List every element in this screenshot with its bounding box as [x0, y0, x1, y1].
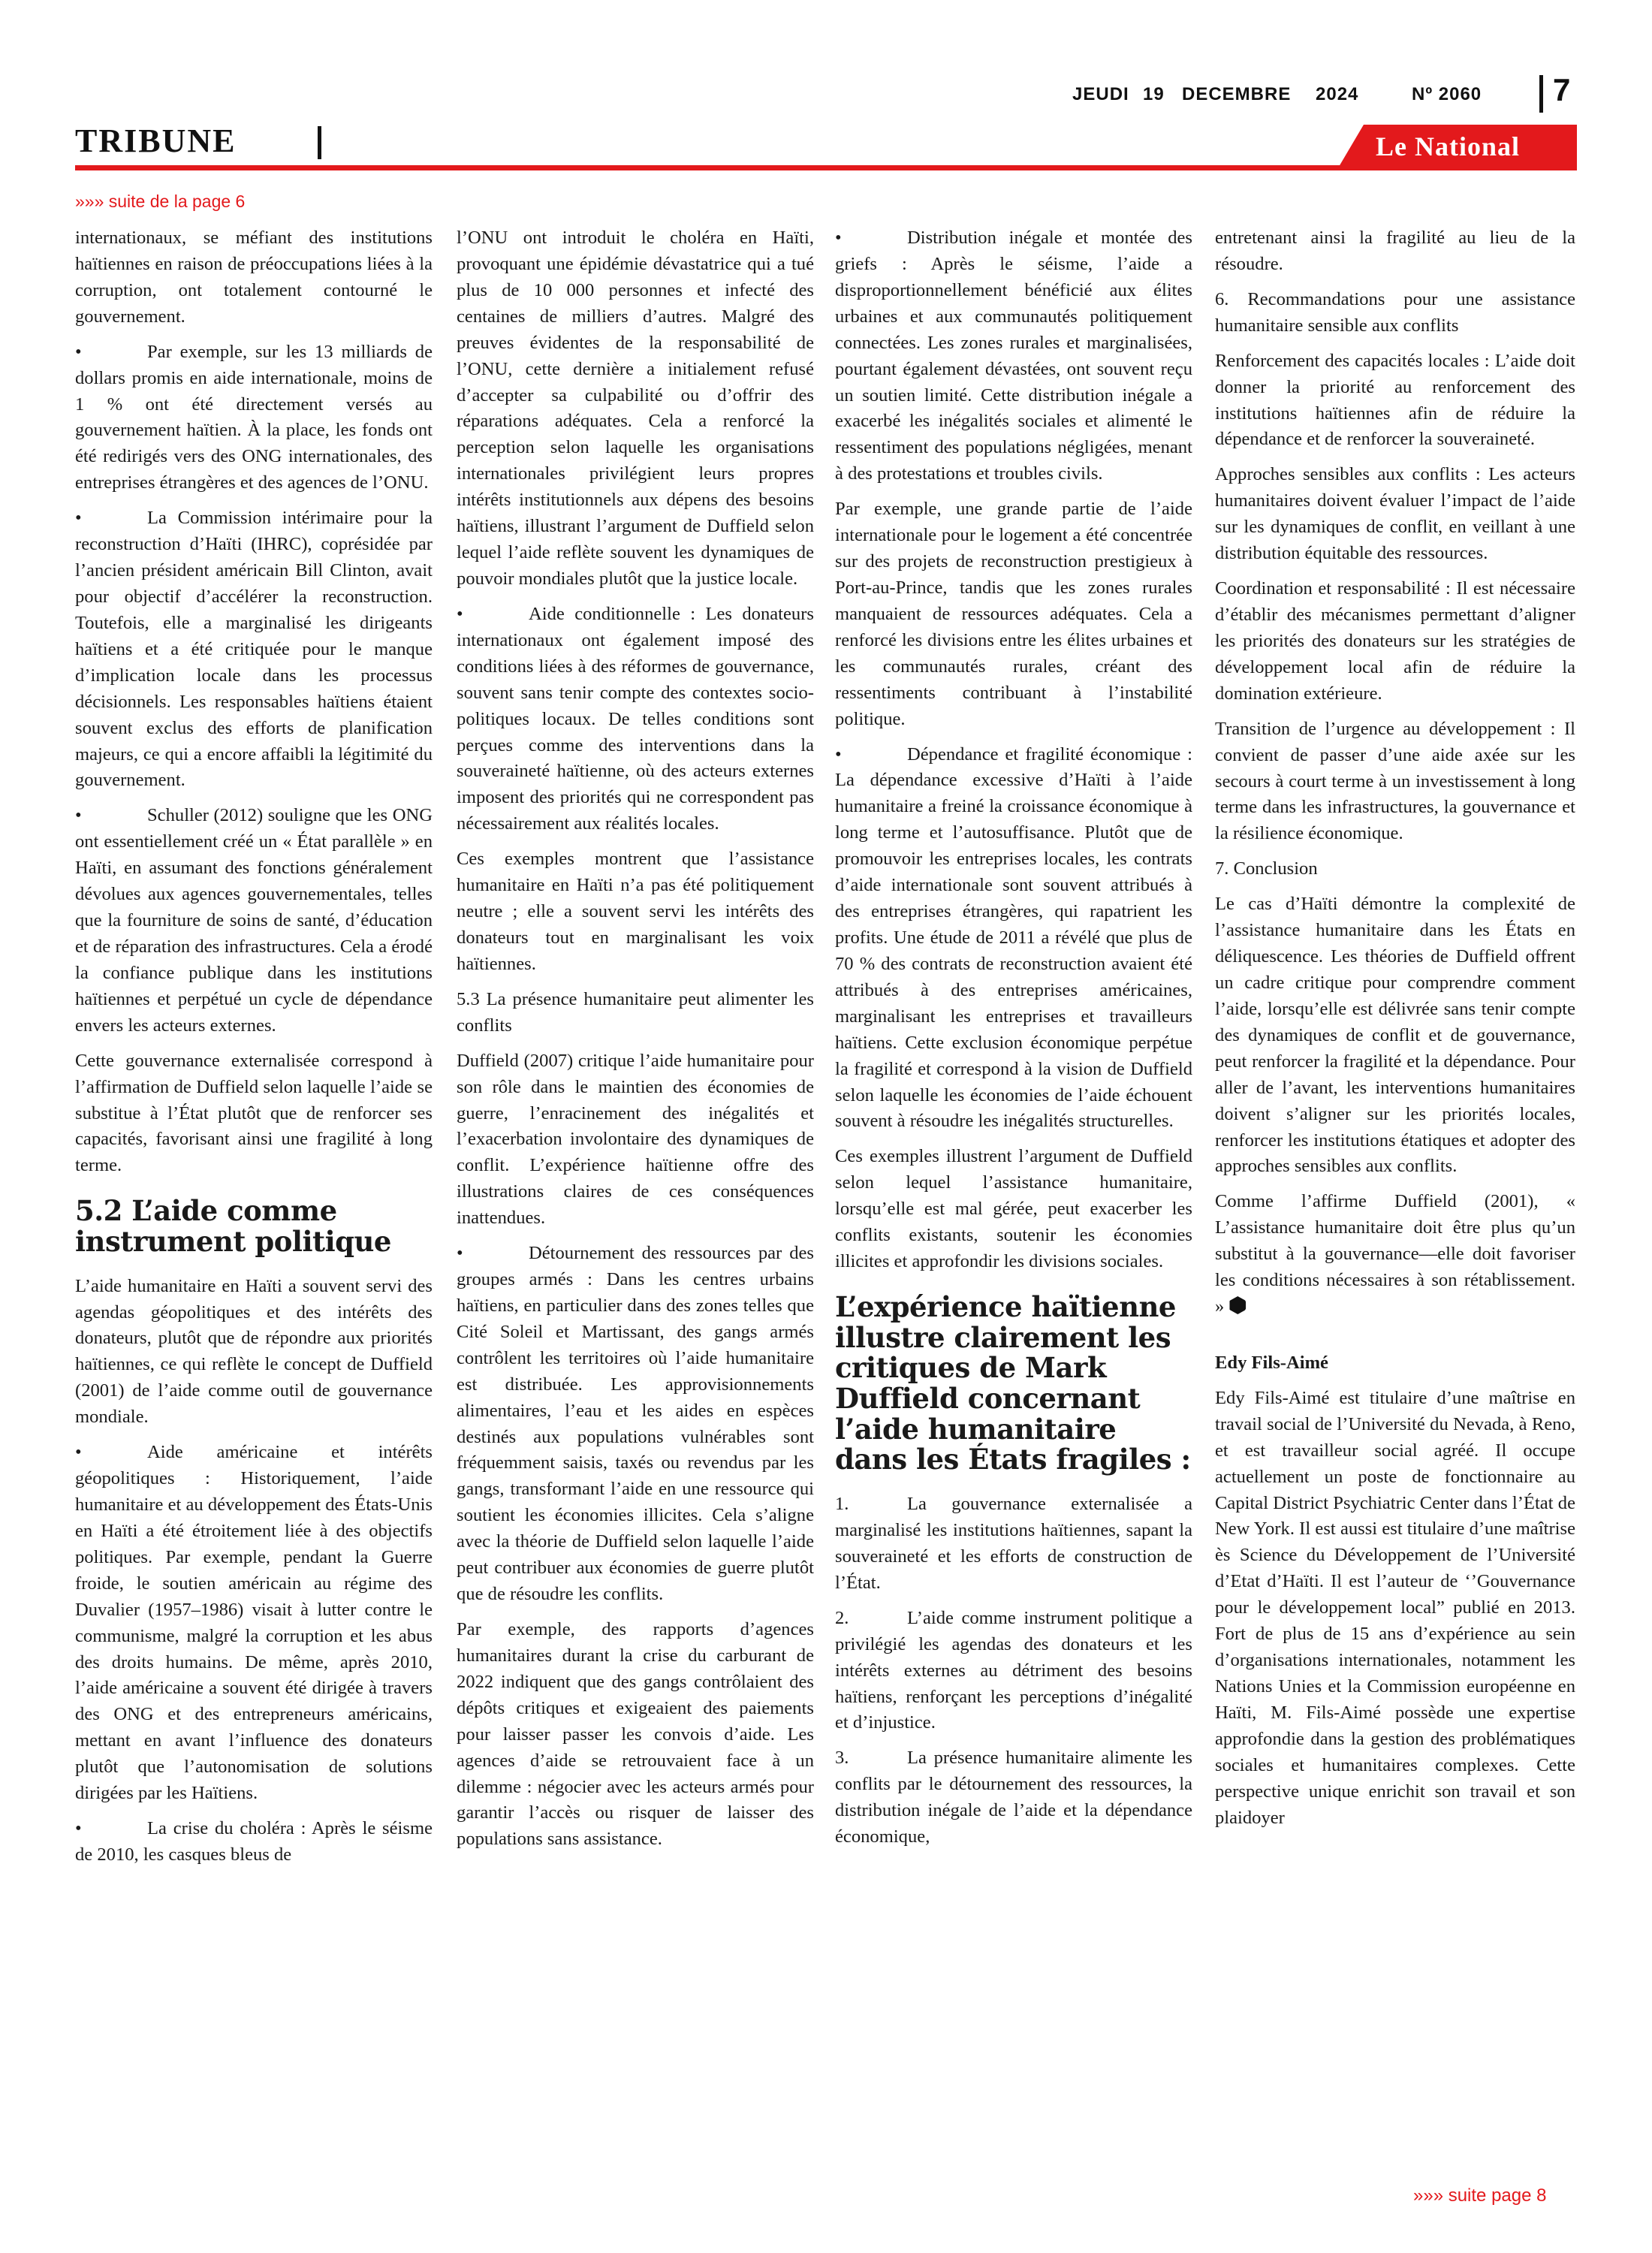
date-year: 2024: [1316, 84, 1359, 104]
paragraph: Cette gouvernance externalisée correspond à l’affirmation de Duffield selon laquelle l’aide se substitue à l’État plutôt que de renforcer ses capacités, favorisant ainsi une fragilité à long terme.: [75, 1050, 433, 1176]
bullet-text: Aide américaine et intérêts géopolitiques : Historiquement, l’aide humanitaire et au développement des États-Unis en Haïti a été étroitement liée à des objectifs politiques. Par exemple, pendant la Guerre froide, le soutien américain au régime des Duvalier (1957–1986) visait à lutter contre le communisme, malgré la corruption et les abus des droits humains. De même, après 2010, l’aide américaine a souvent été dirigée à travers des ONG et des entrepreneurs américains, mettant en avant l’influence des donateurs plutôt que l’autonomisation de solutions dirigées par les Haïtiens.: [75, 1442, 433, 1804]
author-bio: Edy Fils-Aimé est titulaire d’une maîtrise en travail social de l’Université du Nevada, à Reno, et est travailleur social agréé. Il occupe actuellement un poste de fonctionnaire au Capital District Psychiatric Center dans l’État de New York. Il est aussi est titulaire d’une maîtrise ès Science du Développement de l’Université d’Etat d’Haïti. Il est l’auteur de ‘’Gouvernance pour le développement local” publié en 2013. Fort de plus de 15 ans d’expérience au sein d’organisations internationales, notamment les Nations Unies et la Commission européenne en Haïti, M. Fils-Aimé possède une expertise approfondie dans la gestion des problématiques sociales et humanitaires complexes. Cette perspective unique enrichit son travail et son plaidoyer: [1215, 1387, 1575, 1828]
quote-text: Comme l’affirme Duffield (2001), « L’assistance humanitaire doit être plus qu’un substitut à la gouvernance—elle doit favoriser les conditions nécessaires à son rétablissement. »: [1215, 1191, 1575, 1317]
bullet-item: [75, 339, 433, 497]
paragraph: Ces exemples montrent que l’assistance humanitaire en Haïti n’a pas été politiquement neutre ; elle a souvent servi les intérêts des donateurs tout en marginalisant les voix haïtiennes.: [457, 849, 814, 974]
paragraph: l’ONU ont introduit le choléra en Haïti, provoquant une épidémie dévastatrice qui a tué plus de 10 000 personnes et infecté des centaines de milliers d’autres. Malgré des preuves évidentes de la responsabilité de l’ONU, cette dernière a initialement refusé d’accepter sa culpabilité ou d’offrir des réparations adéquates. Cela a renforcé la perception selon laquelle les organisations internationales privilégient leurs propres intérêts institutionnels aux dépens des besoins haïtiens, illustrant l’argument de Duffield selon lequel l’aide reflète souvent les dynamiques de pouvoir mondiales plutôt que la justice locale.: [457, 228, 814, 589]
bullet-item: [835, 742, 1192, 1136]
paragraph: Le cas d’Haïti démontre la complexité de l’assistance humanitaire dans les États en déliquescence. Les théories de Duffield offrent un cadre critique pour comprendre comment l’aide, lorsqu’elle est délivrée sans tenir compte des dynamiques de conflit et de gouvernance, peut renforcer la fragilité et la dépendance. Pour aller de l’avant, les interventions humanitaires doivent s’aligner sur les priorités locales, renforcer les institutions étatiques et adopter des approches sensibles aux conflits.: [1215, 894, 1575, 1177]
end-of-article-icon: [1228, 1296, 1247, 1314]
bullet-text: Dépendance et fragilité économique : La dépendance excessive d’Haïti à l’aide humanitaire a freiné la croissance économique à long terme et l’autosuffisance. Plutôt que de promouvoir les entreprises locales, les contrats d’aide internationale sont souvent attribués à des entreprises étrangères, qui rapatrient les profits. Une étude de 2011 a révélé que plus de 70 % des contrats de reconstruction avaient été attribués à des entreprises américaines, marginalisant les entreprises et travailleurs haïtiens. Cette exclusion économique perpétue la fragilité et correspond à la vision de Duffield selon laquelle les économies de l’aide échouent souvent à résoudre les inégalités structurelles.: [835, 743, 1192, 1132]
article-column-3: [835, 225, 1192, 2208]
section-heading: 5.2 L’aide comme instrument politique: [75, 1194, 391, 1258]
subsection-heading: 5.3 La présence humanitaire peut alimenter les conflits: [457, 988, 814, 1036]
bullet-item: [457, 1241, 814, 1608]
subsection-heading: 7. Conclusion: [1215, 858, 1318, 879]
numbered-item: [835, 1606, 1192, 1737]
item-number: 1.: [835, 1494, 849, 1515]
bullet-item: [75, 505, 433, 794]
issue-number: Nº 2060: [1412, 84, 1482, 104]
paragraph: Renforcement des capacités locales : L’aide doit donner la priorité au renforcement des institutions haïtiennes afin de réduire la dépendance et de renforcer la souveraineté.: [1215, 350, 1575, 450]
paragraph: Transition de l’urgence au développement : Il convient de passer d’une aide axée sur les secours à court terme à un investissement à long terme dans les infrastructures, la gouvernance et la résilience économique.: [1215, 718, 1575, 844]
closing-quote: [1215, 1189, 1575, 1320]
page-number: 7: [1553, 72, 1571, 107]
paragraph: Duffield (2007) critique l’aide humanitaire pour son rôle dans le maintien des économies de guerre, l’enracinement des inégalités et l’exacerbation involontaire des dynamiques de conflit. L’expérience haïtienne offre des illustrations claires de ces conséquences inattendues.: [457, 1050, 814, 1229]
section-title: TRIBUNE: [75, 122, 237, 159]
subsection-heading: 6. Recommandations pour une assistance humanitaire sensible aux conflits: [1215, 288, 1575, 336]
bullet-text: Distribution inégale et montée des griefs : Après le séisme, l’aide a disproportionnellement bénéficié aux élites urbaines et aux communautés politiquement connectées. Les zones rurales et marginalisées, pourtant également dévastées, ont souvent reçu un soutien limité. Cette distribution inégale a exacerbé les inégalités sociales et alimenté le ressentiment des populations négligées, menant à des protestations et troubles civils.: [835, 228, 1192, 484]
bullet-item: [75, 803, 433, 1039]
date-number: 19: [1143, 84, 1165, 104]
article-column-4: [1215, 225, 1575, 2208]
item-number: 2.: [835, 1607, 849, 1628]
page-header: [0, 0, 1652, 113]
numbered-item: [835, 1491, 1192, 1597]
bullet-marker: •: [835, 743, 842, 765]
bullet-marker: •: [75, 508, 82, 529]
continued-from-link[interactable]: »»» suite de la page 6: [75, 192, 246, 211]
continued-to-link[interactable]: »»» suite page 8: [1413, 2185, 1547, 2206]
paragraph: entretenant ainsi la fragilité au lieu de la résoudre.: [1215, 228, 1575, 274]
bullet-marker: •: [75, 805, 82, 826]
masthead-logo: Le National: [1376, 131, 1521, 161]
bullet-text: La crise du choléra : Après le séisme de 2010, les casques bleus de: [75, 1818, 433, 1865]
item-text: La gouvernance externalisée a marginalisé les institutions haïtiennes, sapant la souveraineté et les efforts de construction de l’État.: [835, 1494, 1192, 1593]
bullet-marker: •: [835, 228, 842, 248]
author-name: Edy Fils-Aimé: [1215, 1352, 1328, 1373]
bullet-text: La Commission intérimaire pour la reconstruction d’Haïti (IHRC), coprésidée par l’ancien président américain Bill Clinton, avait pour objectif d’accélérer la reconstruction. Toutefois, elle a marginalisé les dirigeants haïtiens et a été critiquée pour le manque d’implication locale dans les processus décisionnels. Les responsables haïtiens étaient souvent exclus des efforts de planification majeurs, ce qui a encore affaibli la légitimité du gouvernement.: [75, 508, 433, 791]
article-column-1: [75, 225, 433, 2208]
article-column-2: [457, 225, 814, 2208]
bullet-text: Par exemple, sur les 13 milliards de dollars promis en aide internationale, moins de 1 % ont été directement versés au gouvernement haïtien. À la place, les fonds ont été redirigés vers des ONG internationales, des entreprises étrangères et des agences de l’ONU.: [75, 341, 433, 493]
date-month: DECEMBRE: [1182, 84, 1292, 104]
item-text: L’aide comme instrument politique a privilégié les agendas des donateurs et les intérêts externes au détriment des besoins haïtiens, renforçant les perceptions d’inégalité et d’injustice.: [835, 1607, 1192, 1733]
paragraph: Par exemple, des rapports d’agences humanitaires durant la crise du carburant de 2022 indiquent que des gangs contrôlaient des dépôts critiques et exigeaient des paiements pour laisser passer les convois d’aide. Les agences d’aide se retrouvaient face à un dilemme : négocier avec les acteurs armés pour garantir l’accès ou risquer de laisser des populations sans assistance.: [457, 1619, 814, 1850]
paragraph: Approches sensibles aux conflits : Les acteurs humanitaires doivent évaluer l’impact de l’aide sur les dynamiques de conflit, en veillant à une distribution équitable des ressources.: [1215, 464, 1575, 564]
numbered-item: [835, 1745, 1192, 1850]
section-title-divider: [318, 126, 321, 159]
paragraph: internationaux, se méfiant des institutions haïtiennes en raison de préoccupations liées à la corruption, ont totalement contourné le gouvernement.: [75, 228, 433, 327]
paragraph: Par exemple, une grande partie de l’aide internationale pour le logement a été concentrée sur des projets de reconstruction prestigieux à Port-au-Prince, tandis que les zones rurales manquaient de ressources adéquates. Cela a renforcé les divisions entre les élites urbaines et les communautés rurales, créant des ressentiments contribuant à l’instabilité politique.: [835, 499, 1192, 729]
bullet-text: Aide conditionnelle : Les donateurs internationaux ont également imposé des conditions liées à des réformes de gouvernance, souvent sans tenir compte des contextes socio-politiques locaux. De telles conditions sont perçues comme des interventions dans la souveraineté haïtienne, où des acteurs externes imposent des priorités qui ne correspondent pas nécessairement aux réalités locales.: [457, 603, 814, 834]
section-heading: L’expérience haïtienne illustre clairement les critiques de Mark Duffield concernant l’aide humanitaire dans les États fragiles :: [835, 1289, 1191, 1476]
bullet-marker: •: [75, 1442, 82, 1463]
bullet-item: [457, 602, 814, 837]
item-text: La présence humanitaire alimente les conflits par le détournement des ressources, la distribution inégale de l’aide et la dépendance économique,: [835, 1748, 1192, 1847]
bullet-marker: •: [75, 341, 82, 362]
page-number-divider: [1539, 75, 1543, 113]
paragraph: Coordination et responsabilité : Il est nécessaire d’établir des mécanismes permettant d’aligner les priorités des donateurs sur les stratégies de développement local afin de réduire la domination extérieure.: [1215, 578, 1575, 704]
bullet-text: Schuller (2012) souligne que les ONG ont essentiellement créé un « État parallèle » en Haïti, en assumant des fonctions généralement dévolues aux agences gouvernementales, telles que la fourniture de soins de santé, d’éducation et de réparation des infrastructures. Cela a érodé la confiance publique dans les institutions haïtiennes et perpétué un cycle de dépendance envers les acteurs externes.: [75, 805, 433, 1036]
bullet-marker: •: [457, 603, 463, 624]
bullet-text: Détournement des ressources par des groupes armés : Dans les centres urbains haïtiens, en particulier dans des zones telles que Cité Soleil et Martissant, des gangs armés contrôlent les territoires où l’aide humanitaire est distribuée. Les approvisionnements alimentaires, l’eau et les aides en espèces destinés aux populations vulnérables sont fréquemment saisis, taxés ou revendus par les gangs, transformant l’aide en une ressource qui soutient les économies illicites. Cela s’aligne avec la théorie de Duffield selon laquelle l’aide peut contribuer aux économies de guerre plutôt que de résoudre les conflits.: [457, 1243, 814, 1605]
item-number: 3.: [835, 1748, 849, 1769]
paragraph: Ces exemples illustrent l’argument de Duffield selon lequel l’assistance humanitaire, lorsqu’elle est mal gérée, peut exacerber les conflits existants, soutenir les économies illicites et approfondir les divisions sociales.: [835, 1146, 1192, 1272]
paragraph: L’aide humanitaire en Haïti a souvent servi des agendas géopolitiques et des intérêts des donateurs, plutôt que de répondre aux priorités haïtiennes, ce qui reflète le concept de Duffield (2001) de l’aide comme outil de gouvernance mondiale.: [75, 1275, 433, 1428]
bullet-item: [835, 225, 1192, 487]
bullet-item: [75, 1440, 433, 1807]
bullet-marker: •: [457, 1243, 463, 1264]
date-day: JEUDI: [1072, 84, 1129, 104]
bullet-marker: •: [75, 1818, 82, 1839]
bullet-item: [75, 1816, 433, 1868]
